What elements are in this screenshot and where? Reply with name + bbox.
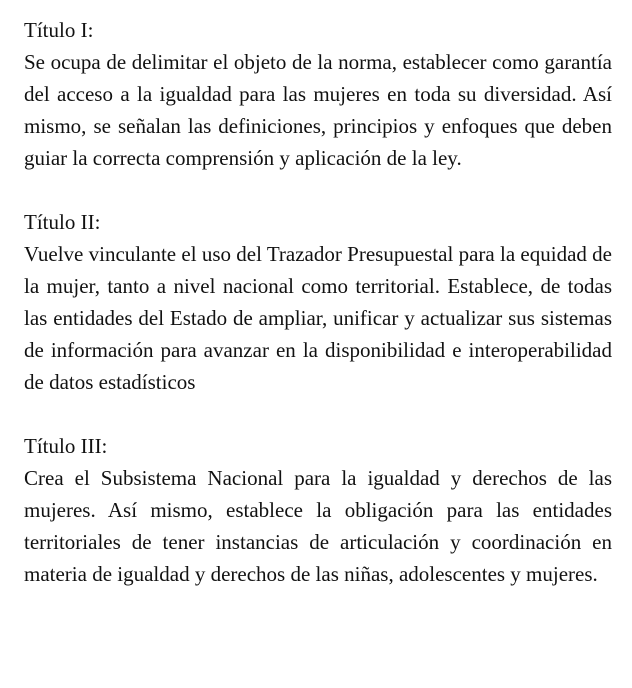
section-titulo-2: [24, 206, 612, 398]
section-titulo-1: [24, 14, 612, 174]
section-titulo-3: [24, 430, 612, 590]
section-body: Crea el Subsistema Nacional para la igualdad y derechos de las mujeres. Así mismo, establece la obligación para las entidades territoriales de tener instancias de articulación y coordinación en materia de igualdad y derechos de las niñas, adolescentes y mujeres.: [24, 466, 612, 586]
section-body: Vuelve vinculante el uso del Trazador Presupuestal para la equidad de la mujer, tanto a nivel nacional como territorial. Establece, de todas las entidades del Estado de ampliar, unificar y actualizar sus sistemas de información para avanzar en la disponibilidad e interoperabilidad de datos estadísticos: [24, 242, 612, 394]
section-title: Título II:: [24, 210, 101, 234]
section-title: Título III:: [24, 434, 108, 458]
section-body: Se ocupa de delimitar el objeto de la norma, establecer como garantía del acceso a la igualdad para las mujeres en toda su diversidad. Así mismo, se señalan las definiciones, principios y enfoques que deben guiar la correcta comprensión y aplicación de la ley.: [24, 50, 612, 170]
section-title: Título I:: [24, 18, 94, 42]
